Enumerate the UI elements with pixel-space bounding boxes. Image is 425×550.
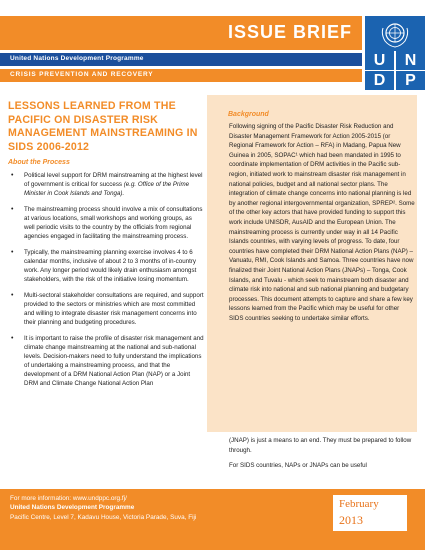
continuation-paragraph: (JNAP) is just a means to an end. They must be prepared to follow through. — [229, 437, 412, 454]
continuation-paragraph: For SIDS countries, NAPs or JNAPs can be useful — [229, 462, 367, 470]
unit-name: CRISIS PREVENTION AND RECOVERY — [10, 71, 154, 78]
bullet-icon: • — [11, 335, 14, 342]
program-bar — [0, 53, 362, 66]
un-emblem-icon — [379, 20, 411, 48]
logo-letter-d: D — [365, 71, 394, 90]
program-name: United Nations Development Programme — [10, 55, 144, 62]
more-info-link[interactable]: For more information: www.undppc.org.fj/ — [10, 495, 127, 502]
bullet-icon: • — [11, 206, 14, 213]
list-item: • Typically, the mainstreaming planning exercise involves 4 to 6 calendar months, inclusive of about 2 to 3 months of in-country work. Any longer period would likely drain enthusiasm amongst stakeholders, with the risk of the initiative losing momentum. — [11, 249, 197, 283]
bullet-icon: • — [11, 249, 14, 256]
list-item: • The mainstreaming process should involve a mix of consultations at various locations, small workshops and working groups, as well periodic visits to the country by the officials from regional agencies engaged in facilitating the mainstreaming process. — [11, 206, 203, 240]
issue-brief-title: ISSUE BRIEF — [227, 22, 352, 42]
background-text: Following signing of the Pacific Disaster Risk Reduction and Disaster Management Framework for Action 2005-2015 (or Regional Framework for Action – RFA) in Madang, Papua New Guinea in 2005, SOPAC¹ which had been mandated in 1995 to coordinate implementation of DRM activities in the Pacific sub-region, initiated work to mainstream disaster risk management in national policies, budget and all national sector plans. The integration of climate change concerns into national planning is led by another regional intergovernmental organization, SPREP². Some of the other key actors that have provided funding to support this work include UNISDR, AusAID and the European Union. The mainstreaming process is currently under way in all 14 Pacific Islands countries, with varying levels of progress. To date, four countries have completed their DRM National Action Plans (NAP) –Vanuatu, RMI, Cook Islands and Samoa. Three countries have now finalized their Joint National Action Plans (JNAPs) – Tonga, Cook Islands, and Tuvalu - which seek to mainstream both disaster and climate risk into national and sub national planning and budgetary processes. This document attempts to capture and share a few key lessons learned from the Pacific which may be useful for other SIDS countries seeking to undertake similar efforts. — [229, 123, 415, 322]
about-heading: About the Process — [8, 159, 70, 166]
list-item: • Multi-sectoral stakeholder consultations are required, and support provided to the sectors or ministries which are most committed and willing to integrate disaster risk management concerns into their planning and budgeting procedures. — [11, 292, 204, 326]
bullet-icon: • — [11, 172, 14, 179]
continuation-text — [229, 436, 415, 477]
background-heading: Background — [228, 111, 269, 118]
list-item: • It is important to raise the profile of disaster risk management and climate change mainstreaming at the national and sub-national levels. Decision-makers need to fully understand the implications of undertaking a mainstreaming process, and that the development of a DRM National Action Plan (NAP) or a Joint DRM and Climate Change National Action Plan — [11, 335, 204, 387]
logo-letter-p: P — [396, 71, 425, 90]
date-month: February — [339, 498, 379, 510]
footer-program: United Nations Development Programme — [10, 504, 135, 511]
logo-letter-n: N — [396, 51, 425, 70]
date-year: 2013 — [339, 513, 363, 527]
footer-address: Pacific Centre, Level 7, Kadavu House, Victoria Parade, Suva, Fiji — [10, 514, 197, 521]
header — [0, 0, 425, 91]
bullet-icon: • — [11, 292, 14, 299]
unit-bar — [0, 69, 362, 82]
footer — [0, 489, 425, 550]
undp-logo — [365, 16, 425, 90]
logo-divider-h — [365, 70, 425, 71]
issue-brief-bar — [0, 16, 362, 50]
list-item: • Political level support for DRM mainstreaming at the highest level of government is critical for success (e.g. Office of the Prime Minister in Cook Islands and Tonga). — [11, 172, 203, 197]
page-title: LESSONS LEARNED FROM THE PACIFIC ON DISASTER RISK MANAGEMENT MAINSTREAMING IN SIDS 2006-2012 — [8, 100, 198, 153]
lessons-list — [8, 171, 204, 395]
background-panel — [207, 95, 417, 432]
date-box — [333, 495, 407, 531]
logo-letter-u: U — [365, 51, 394, 70]
